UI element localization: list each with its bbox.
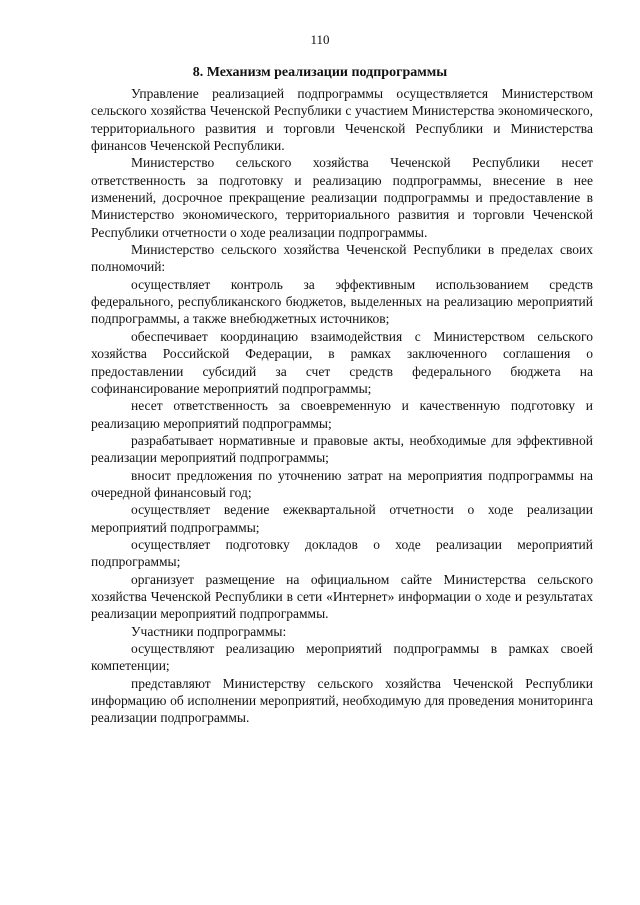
paragraph-14: представляют Министерству сельского хозяйства Чеченской Республики информацию об исполнении мероприятий, необходимую для проведения мониторинга реализации подпрограммы. <box>91 675 593 726</box>
paragraph-3: Министерство сельского хозяйства Чеченской Республики в пределах своих полномочий: <box>91 242 593 275</box>
paragraph-10: осуществляет подготовку докладов о ходе реализации мероприятий подпрограммы; <box>91 536 593 570</box>
paragraph-2: Министерство сельского хозяйства Чеченской Республики несет ответственность за подготовку и реализацию подпрограммы, внесение в нее изменений, досрочное прекращение реализации подпрограммы и предоставление в Министерство экономического, территориального развития и торговли Чеченской Республики отчетности о ходе реализации подпрограммы. <box>91 155 593 240</box>
paragraph-9: осуществляет ведение ежеквартальной отчетности о ходе реализации мероприятий подпрограммы; <box>91 502 593 535</box>
paragraph-4: осуществляет контроль за эффективным использованием средств федерального, республиканского бюджетов, выделенных на реализацию мероприятий подпрограммы, а также внебюджетных источников; <box>91 276 593 327</box>
section-title: 8. Механизм реализации подпрограммы <box>192 65 448 80</box>
paragraph-1: Управление реализацией подпрограммы осуществляется Министерством сельского хозяйства Чеченской Республики с участием Министерства экономического, территориального развития и торговли Чеченской Республики и Министерства финансов Чеченской Республики. <box>91 86 593 154</box>
page-number: 110 <box>310 32 330 47</box>
paragraph-6: несет ответственность за своевременную и качественную подготовку и реализацию мероприятий подпрограммы; <box>91 398 593 431</box>
paragraph-7: разрабатывает нормативные и правовые акты, необходимые для эффективной реализации мероприятий подпрограммы; <box>91 432 593 466</box>
paragraph-5: обеспечивает координацию взаимодействия с Министерством сельского хозяйства Российской Федерации, в рамках заключенного соглашения о предоставлении субсидий за счет средств федерального бюджета на софинансирование мероприятий подпрограммы; <box>91 328 593 396</box>
paragraph-12: Участники подпрограммы: <box>131 623 287 639</box>
paragraph-11: организует размещение на официальном сайте Министерства сельского хозяйства Чеченской Республики в сети «Интернет» информации о ходе и результатах реализации мероприятий подпрограммы. <box>91 571 593 622</box>
body-text <box>91 85 593 727</box>
paragraph-8: вносит предложения по уточнению затрат на мероприятия подпрограммы на очередной финансовый год; <box>91 467 593 500</box>
paragraph-13: осуществляют реализацию мероприятий подпрограммы в рамках своей компетенции; <box>91 641 593 674</box>
